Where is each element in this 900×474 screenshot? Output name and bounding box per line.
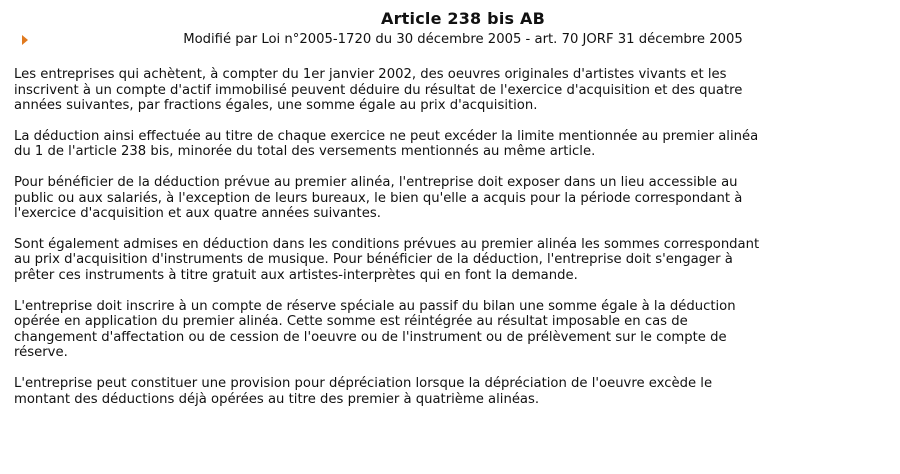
paragraph-2 [14, 129, 894, 160]
paragraph-4 [14, 237, 894, 284]
text-line: Les entreprises qui achètent, à compter du 1er janvier 2002, des oeuvres originales d'artistes vivants et les [14, 67, 727, 82]
text-line: inscrivent à un compte d'actif immobilisé peuvent déduire du résultat de l'exercice d'acquisition et des quatre [14, 82, 743, 98]
text-line: l'exercice d'acquisition et aux quatre années suivantes. [14, 206, 381, 222]
text-line: années suivantes, par fractions égales, une somme égale au prix d'acquisition. [14, 98, 538, 114]
paragraph-5 [14, 299, 894, 361]
text-line: L'entreprise doit inscrire à un compte de réserve spéciale au passif du bilan une somme égale à la déduction [14, 298, 736, 314]
text-line: L'entreprise peut constituer une provision pour dépréciation lorsque la dépréciation de l'oeuvre excède le [14, 375, 713, 391]
paragraph-6 [14, 376, 894, 407]
text-line: prêter ces instruments à titre gratuit aux artistes-interprètes qui en font la demande. [14, 267, 578, 283]
text-line: Pour bénéficier de la déduction prévue au premier alinéa, l'entreprise doit exposer dans un lieu accessible au [14, 174, 738, 190]
text-line: du 1 de l'article 238 bis, minorée du total des versements mentionnés au même article. [14, 144, 596, 160]
text-line: réserve. [14, 345, 68, 361]
article-header [0, 9, 900, 48]
modification-note: Modifié par Loi n°2005-1720 du 30 décembre 2005 - art. 70 JORF 31 décembre 2005 [183, 32, 743, 47]
text-line: opérée en application du premier alinéa. Cette somme est réintégrée au résultat imposable en cas de [14, 314, 688, 330]
paragraph-1 [14, 67, 894, 114]
text-line: au prix d'acquisition d'instruments de musique. Pour bénéficier de la déduction, l'entreprise doit s'engager à [14, 252, 733, 268]
text-line: Sont également admises en déduction dans les conditions prévues au premier alinéa les sommes correspondant [14, 236, 760, 252]
paragraph-3 [14, 175, 894, 222]
text-line: montant des déductions déjà opérées au titre des premier à quatrième alinéas. [14, 391, 540, 407]
text-line: La déduction ainsi effectuée au titre de chaque exercice ne peut excéder la limite mentionnée au premier alinéa [14, 128, 759, 144]
article-body [14, 67, 894, 422]
article-title: Article 238 bis AB [381, 9, 545, 28]
text-line: public ou aux salariés, à l'exception de leurs bureaux, le bien qu'elle a acquis pour la période correspondant à [14, 190, 743, 206]
text-line: changement d'affectation ou de cession de l'oeuvre ou de l'instrument ou de prélèvement sur le compte de [14, 329, 727, 345]
